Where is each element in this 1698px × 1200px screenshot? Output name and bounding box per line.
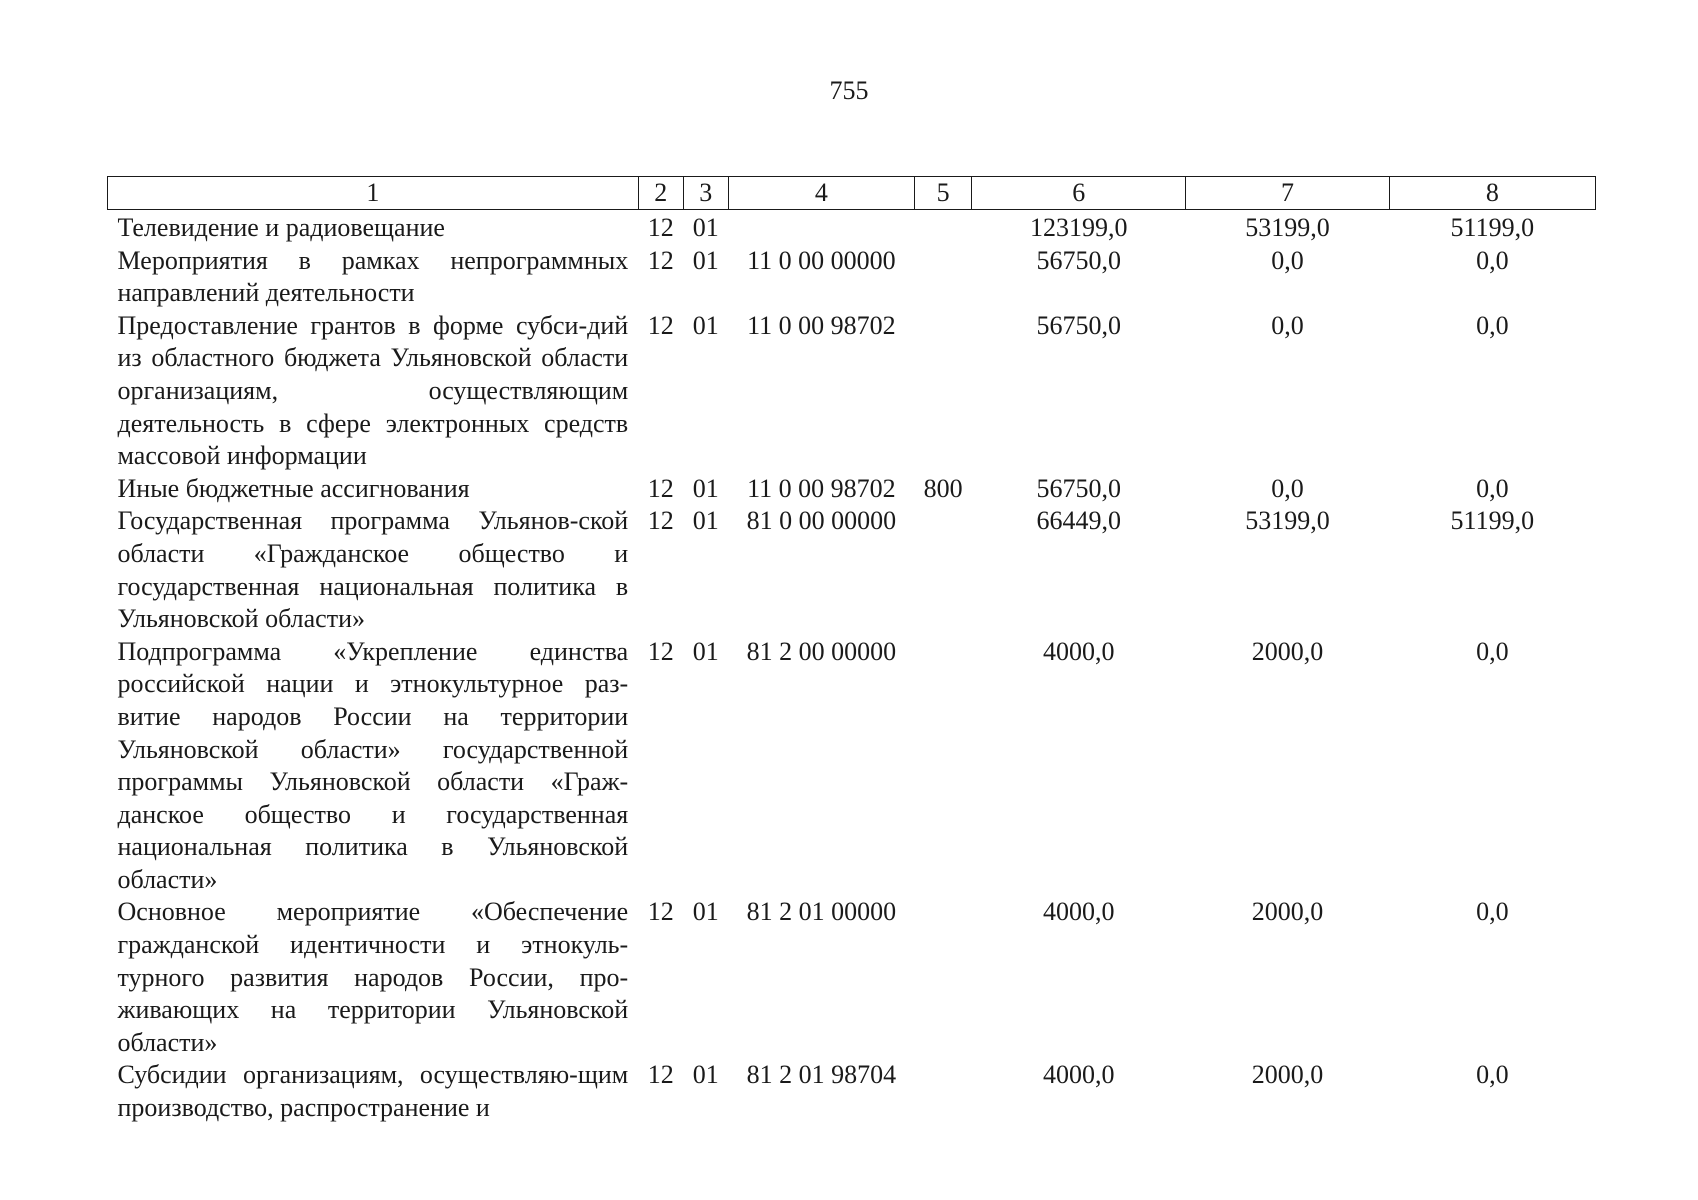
table-header-row — [108, 177, 1596, 210]
expense-type-code — [915, 636, 972, 897]
section-code: 12 — [647, 636, 674, 666]
expense-type-code — [915, 1059, 972, 1124]
row-name: Основное мероприятие «Обеспечение гражданской идентичности и этнокуль-турного развития народов России, про-живающих на территории Ульяновской области» — [117, 897, 629, 1057]
amount-col-6: 66449,0 — [1036, 506, 1121, 536]
target-article-code: 11 0 00 98702 — [747, 473, 896, 503]
section-code: 12 — [647, 506, 674, 536]
subsection-code: 01 — [692, 636, 719, 666]
target-article-code: 81 0 00 00000 — [746, 506, 897, 536]
target-article-code — [728, 210, 914, 245]
amount-col-7: 53199,0 — [1245, 213, 1330, 242]
amount-col-7: 2000,0 — [1251, 1060, 1324, 1090]
expense-type-code — [915, 505, 972, 635]
target-article-code: 11 0 00 98702 — [747, 310, 896, 340]
amount-col-8: 0,0 — [1476, 245, 1509, 275]
section-code: 12 — [647, 1060, 674, 1090]
header-cell-7: 7 — [1186, 177, 1389, 210]
amount-col-8: 51199,0 — [1450, 506, 1535, 536]
amount-col-6: 56750,0 — [1036, 245, 1121, 275]
row-name: Телевидение и радиовещание — [117, 213, 445, 242]
row-name: Предоставление грантов в форме субси-дий из областного бюджета Ульяновской области организациям, осуществляющим деятельность в сфере электронных средств массовой информации — [117, 310, 629, 471]
table-row — [108, 245, 1596, 310]
subsection-code: 01 — [692, 1060, 719, 1090]
row-name: Подпрограмма «Укрепление единства российской нации и этнокультурное раз-витие народов России на территории Ульяновской области» государственной программы Ульяновской области «Граж-данское общество и государственная национальная политика в Ульяновской области» — [117, 636, 629, 894]
table-row — [108, 636, 1596, 897]
section-code: 12 — [647, 897, 674, 927]
amount-col-7: 53199,0 — [1245, 506, 1330, 536]
expense-type-code — [915, 310, 972, 473]
amount-col-7: 2000,0 — [1251, 897, 1324, 927]
header-cell-6: 6 — [972, 177, 1186, 210]
amount-col-7: 0,0 — [1271, 473, 1304, 503]
amount-col-8: 0,0 — [1476, 1060, 1509, 1090]
target-article-code: 81 2 01 98704 — [746, 1060, 897, 1090]
table-row — [108, 310, 1596, 473]
table-row — [108, 505, 1596, 635]
subsection-code: 01 — [692, 310, 719, 340]
table-row — [108, 210, 1596, 245]
amount-col-6: 123199,0 — [1030, 213, 1128, 242]
amount-col-8: 51199,0 — [1450, 213, 1535, 242]
section-code: 12 — [647, 245, 674, 275]
section-code: 12 — [647, 473, 674, 503]
amount-col-8: 0,0 — [1476, 310, 1509, 340]
budget-table — [107, 176, 1596, 1125]
expense-type-code: 800 — [923, 473, 963, 503]
amount-col-8: 0,0 — [1476, 473, 1509, 503]
amount-col-7: 0,0 — [1271, 310, 1304, 340]
subsection-code: 01 — [692, 506, 719, 536]
page-number: 755 — [829, 76, 869, 105]
amount-col-6: 56750,0 — [1036, 473, 1121, 503]
amount-col-7: 0,0 — [1271, 245, 1304, 275]
row-name: Субсидии организациям, осуществляю-щим производство, распространение и — [117, 1060, 629, 1123]
header-cell-2: 2 — [638, 177, 683, 210]
amount-col-8: 0,0 — [1476, 636, 1509, 666]
subsection-code: 01 — [692, 473, 719, 503]
subsection-code: 01 — [692, 897, 719, 927]
expense-type-code — [915, 210, 972, 245]
expense-type-code — [915, 896, 972, 1059]
subsection-code: 01 — [692, 213, 719, 242]
header-cell-1: 1 — [108, 177, 639, 210]
header-cell-5: 5 — [915, 177, 972, 210]
table-row — [108, 1059, 1596, 1124]
amount-col-6: 4000,0 — [1043, 636, 1115, 666]
target-article-code: 11 0 00 00000 — [747, 245, 896, 275]
header-cell-3: 3 — [683, 177, 728, 210]
header-cell-4: 4 — [728, 177, 914, 210]
amount-col-6: 4000,0 — [1043, 897, 1115, 927]
amount-col-6: 56750,0 — [1036, 310, 1121, 340]
section-code: 12 — [647, 310, 674, 340]
header-cell-8: 8 — [1389, 177, 1595, 210]
target-article-code: 81 2 01 00000 — [746, 897, 897, 927]
table-row — [108, 473, 1596, 506]
section-code: 12 — [647, 213, 674, 242]
target-article-code: 81 2 00 00000 — [746, 636, 897, 666]
row-name: Иные бюджетные ассигнования — [117, 473, 470, 503]
subsection-code: 01 — [692, 245, 719, 275]
row-name: Государственная программа Ульянов-ской области «Гражданское общество и государственная национальная политика в Ульяновской области» — [117, 506, 629, 634]
amount-col-6: 4000,0 — [1043, 1060, 1115, 1090]
table-row — [108, 896, 1596, 1059]
amount-col-7: 2000,0 — [1251, 636, 1324, 666]
amount-col-8: 0,0 — [1476, 897, 1509, 927]
row-name: Мероприятия в рамках непрограммных направлений деятельности — [117, 245, 629, 308]
expense-type-code — [915, 245, 972, 310]
